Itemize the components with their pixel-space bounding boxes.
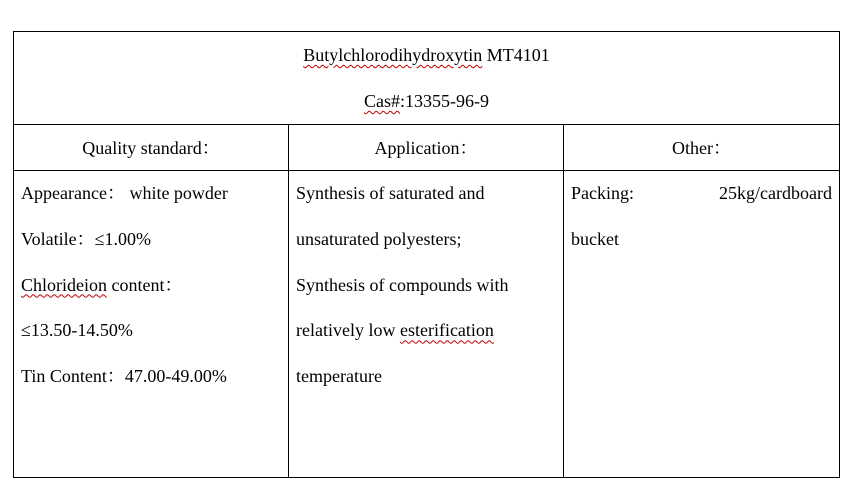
header-other: Other： (564, 125, 840, 171)
chloride-line (21, 275, 281, 295)
cas-number: :13355-96-9 (400, 91, 489, 111)
title-cell (14, 32, 840, 125)
esterification-word: esterification (399, 320, 494, 341)
cas-line (14, 92, 839, 110)
quality-cell (14, 171, 289, 478)
appearance-line: Appearance： white powder (21, 183, 228, 203)
application-cell (289, 171, 564, 478)
product-name: Butylchlorodihydroxytin (303, 45, 483, 65)
application-line-3: Synthesis of compounds with (296, 274, 509, 295)
content-row (14, 171, 840, 478)
application-line-2: unsaturated polyesters; (296, 228, 462, 249)
title-row (14, 32, 840, 125)
application-line-1: Synthesis of saturated and (296, 183, 485, 203)
packing-line (571, 183, 832, 203)
chloride-label: Chlorideion (21, 274, 107, 295)
chloride-suffix: content： (107, 274, 183, 295)
tin-content-line: Tin Content：47.00-49.00% (21, 366, 227, 387)
application-line-5: temperature (296, 366, 382, 387)
packing-value: 25kg/cardboard (719, 183, 832, 203)
chloride-value-line: ≤13.50-14.50% (21, 320, 133, 341)
other-cell (564, 171, 840, 478)
header-quality: Quality standard： (14, 125, 289, 171)
product-spec-table (13, 31, 840, 478)
packing-label: Packing: (571, 183, 634, 203)
volatile-line: Volatile：≤1.00% (21, 228, 152, 249)
application-line-4 (296, 320, 556, 340)
header-row (14, 125, 840, 171)
header-application: Application： (289, 125, 564, 171)
packing-continuation: bucket (571, 228, 619, 249)
cas-label: Cas# (364, 91, 400, 111)
application-line-4-prefix: relatively low (296, 320, 400, 341)
product-title (14, 46, 839, 64)
product-code: MT4101 (486, 45, 550, 65)
